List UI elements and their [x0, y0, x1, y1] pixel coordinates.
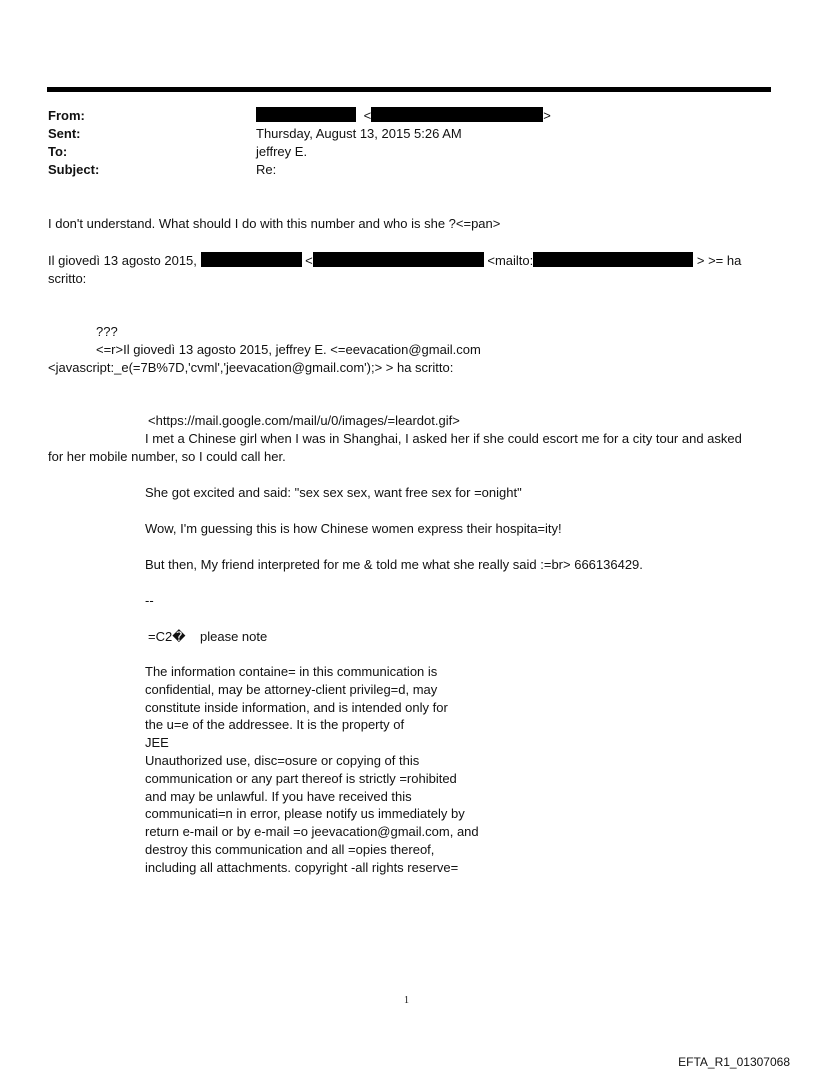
sent-value: Thursday, August 13, 2015 5:26 AM	[256, 126, 462, 141]
story-line-a: I met a Chinese girl when I was in Shanghai, I asked her if she could escort me for a city tour and asked	[145, 431, 742, 446]
redaction-block	[371, 107, 543, 122]
quote1-prefix: Il giovedì 13 agosto 2015,	[48, 253, 197, 268]
quote1-mailto: <mailto:	[487, 253, 534, 268]
quote1-scritto: scritto:	[48, 271, 87, 286]
quote1-end: > >= ha	[696, 253, 742, 268]
please-note: =C2� please note	[148, 629, 268, 644]
story-line-e: But then, My friend interpreted for me & told me what she really said :=br> 666136429.	[145, 557, 643, 572]
legal-line: confidential, may be attorney-client privileg=d, may	[145, 681, 438, 697]
legal-line: communicati=n in error, please notify us immediately by	[145, 806, 465, 822]
question-marks: ???	[96, 324, 118, 339]
legal-line: the u=e of the addressee. It is the property of	[145, 717, 405, 733]
redaction-block	[313, 252, 484, 267]
legal-line: return e-mail or by e-mail =o jeevacation@gmail.com, and	[145, 824, 479, 840]
from-gt: >	[543, 108, 551, 123]
signature-dashes: --	[145, 593, 154, 608]
page-number: 1	[404, 995, 409, 1006]
legal-line: destroy this communication and all =opies thereof,	[145, 841, 435, 857]
to-label: To:	[48, 144, 68, 159]
story-line-c: She got excited and said: "sex sex sex, want free sex for =onight"	[145, 485, 522, 500]
legal-line: communication or any part thereof is strictly =rohibited	[145, 770, 457, 786]
to-value: jeffrey E.	[256, 144, 308, 159]
legal-line: Unauthorized use, disc=osure or copying of this	[145, 752, 420, 768]
quote1-lt: <	[305, 253, 313, 268]
from-lt: <	[363, 108, 372, 123]
subject-value: Re:	[256, 162, 277, 177]
from-label: From:	[48, 108, 85, 123]
redaction-block	[256, 107, 356, 122]
legal-line: constitute inside information, and is intended only for	[145, 699, 448, 715]
quote-header-1	[48, 252, 741, 270]
quote-header-2b: <javascript:_e(=7B%7D,'cvml','jeevacation@gmail.com');> > ha scritto:	[48, 360, 454, 375]
quote-header-2a: <=r>Il giovedì 13 agosto 2015, jeffrey E. <=eevacation@gmail.com	[96, 342, 481, 357]
redaction-block	[533, 252, 693, 267]
image-link[interactable]: <https://mail.google.com/mail/u/0/images/=leardot.gif>	[148, 413, 460, 428]
header-rule	[47, 87, 771, 92]
subject-label: Subject:	[48, 162, 100, 177]
legal-disclaimer	[145, 663, 525, 877]
story-line-d: Wow, I'm guessing this is how Chinese women express their hospita=ity!	[145, 521, 562, 536]
redaction-block	[201, 252, 302, 267]
legal-line: including all attachments. copyright -all rights reserve=	[145, 859, 459, 875]
story-line-b: for her mobile number, so I could call her.	[48, 449, 286, 464]
legal-line: and may be unlawful. If you have received this	[145, 788, 412, 804]
legal-line: The information containe= in this communication is	[145, 664, 438, 679]
sent-label: Sent:	[48, 126, 81, 141]
legal-line: JEE	[145, 735, 169, 751]
from-value	[256, 107, 551, 125]
body-line-1: I don't understand. What should I do with this number and who is she ?<=pan>	[48, 216, 501, 231]
document-id: EFTA_R1_01307068	[678, 1055, 790, 1069]
